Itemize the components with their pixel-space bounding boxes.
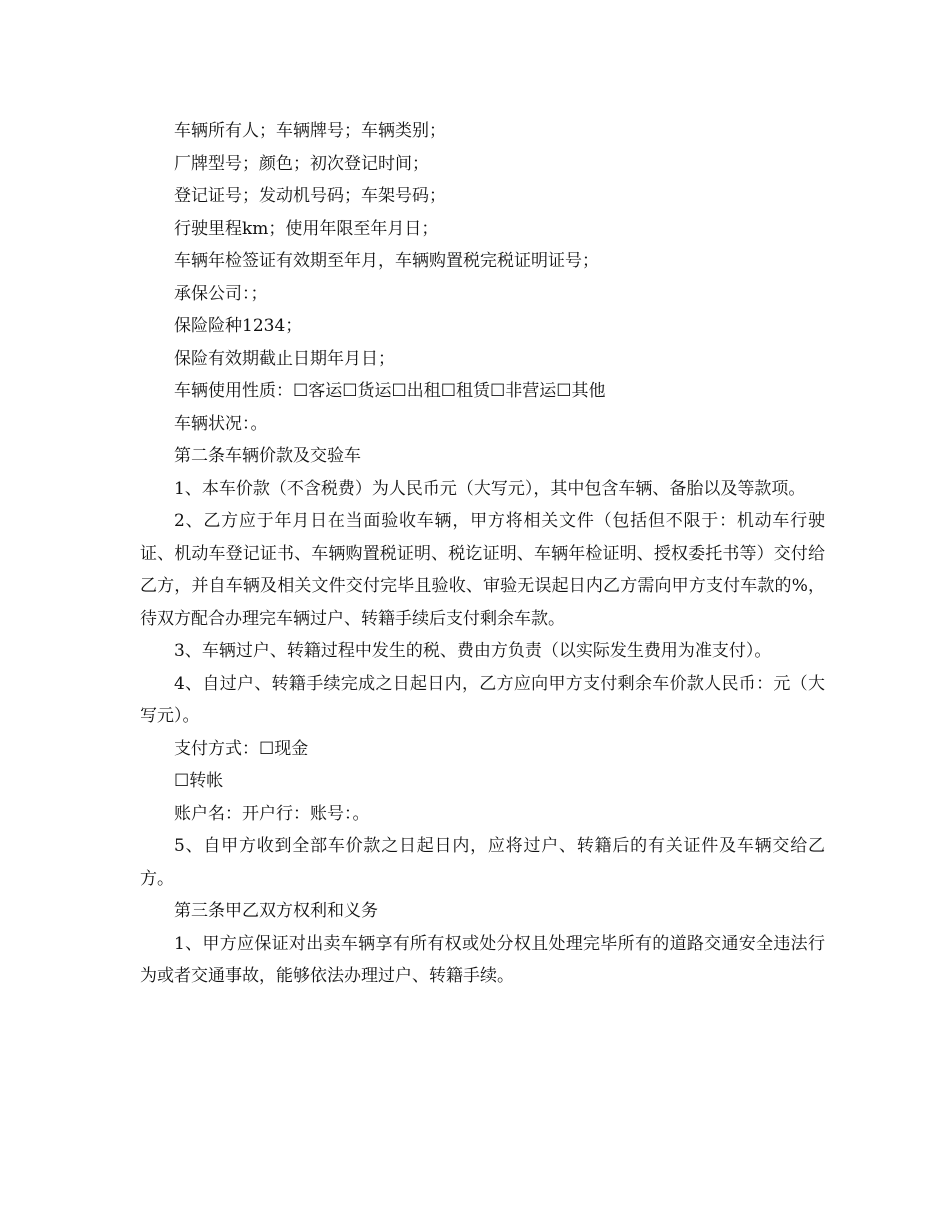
mileage-line: 行驶里程km；使用年限至年月日； bbox=[174, 218, 439, 239]
document-body bbox=[140, 115, 825, 993]
payment-transfer-line: ☐转帐 bbox=[174, 771, 224, 791]
brand-model-line: 厂牌型号；颜色；初次登记时间； bbox=[174, 153, 429, 174]
clause-2-5: 5、自甲方收到全部车价款之日起日内，应将过户、转籍后的有关证件及车辆交给乙方。 bbox=[140, 836, 825, 889]
usage-nature-line: 车辆使用性质：☐客运☐货运☐出租☐租赁☐非营运☐其他 bbox=[174, 381, 606, 401]
payment-method-line: 支付方式：☐现金 bbox=[174, 738, 309, 759]
insurance-type-line: 保险险种1234； bbox=[174, 316, 303, 336]
vehicle-condition-line: 车辆状况：。 bbox=[174, 413, 268, 434]
insurer-line: 承保公司：； bbox=[174, 283, 268, 304]
account-line: 账户名：开户行：账号：。 bbox=[174, 803, 370, 824]
clause-3-1: 1、甲方应保证对出卖车辆享有所有权或处分权且处理完毕所有的道路交通安全违法行为或者交通事故，能够依法办理过户、转籍手续。 bbox=[140, 933, 825, 986]
clause-2-1: 1、本车价款（不含税费）为人民币元（大写元），其中包含车辆、备胎以及等款项。 bbox=[174, 478, 806, 499]
clause-2-2: 2、乙方应于年月日在当面验收车辆，甲方将相关文件（包括但不限于：机动车行驶证、机动车登记证书、车辆购置税证明、税讫证明、车辆年检证明、授权委托书等）交付给乙方，并自车辆及相关文件交付完毕且验收、审验无误起日内乙方需向甲方支付车款的%，待双方配合办理完车辆过户、转籍手续后支付剩余车款。 bbox=[140, 511, 825, 629]
inspection-line: 车辆年检签证有效期至年月，车辆购置税完税证明证号； bbox=[174, 251, 599, 271]
vehicle-owner-line: 车辆所有人；车辆牌号；车辆类别； bbox=[174, 121, 446, 141]
section-2-heading: 第二条车辆价款及交验车 bbox=[174, 446, 361, 466]
insurance-expiry-line: 保险有效期截止日期年月日； bbox=[174, 348, 395, 369]
registration-line: 登记证号；发动机号码；车架号码； bbox=[174, 186, 446, 206]
clause-2-3: 3、车辆过户、转籍过程中发生的税、费由方负责（以实际发生费用为准支付）。 bbox=[174, 641, 772, 661]
clause-2-4: 4、自过户、转籍手续完成之日起日内，乙方应向甲方支付剩余车价款人民币：元（大写元）。 bbox=[140, 673, 825, 726]
section-3-heading: 第三条甲乙双方权利和义务 bbox=[174, 901, 378, 921]
